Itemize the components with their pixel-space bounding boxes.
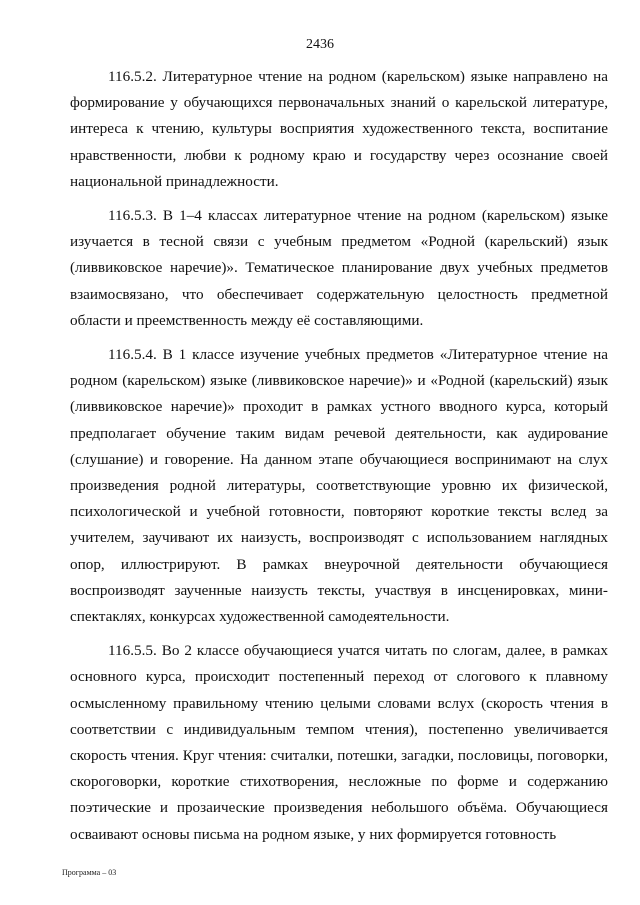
- paragraph-116-5-2: 116.5.2. Литературное чтение на родном (карельском) языке направлено на формирование у обучающихся первоначальных знаний о карельской литературе, интереса к чтению, культуры восприятия художественного текста, воспитание нравственности, любви к родному краю и государству через осознание своей национальной принадлежности.: [70, 68, 608, 190]
- footer-label: Программа – 03: [62, 868, 117, 877]
- document-body: [70, 64, 608, 856]
- paragraph-116-5-3: 116.5.3. В 1–4 классах литературное чтение на родном (карельском) языке изучается в тесной связи с учебным предметом «Родной (карельский) язык (ливвиковское наречие)». Тематическое планирование двух учебных предметов взаимосвязано, что обеспечивает содержательную целостность предметной области и преемственность между её составляющими.: [70, 207, 608, 329]
- paragraph-116-5-5: 116.5.5. Во 2 классе обучающиеся учатся читать по слогам, далее, в рамках основного курса, происходит постепенный переход от слогового к плавному осмысленному правильному чтению целыми словами вслух (скорость чтения в соответствии с индивидуальным темпом чтения), постепенно увеличивается скорость чтения. Круг чтения: считалки, потешки, загадки, пословицы, поговорки, скороговорки, короткие стихотворения, несложные по форме и содержанию поэтические и прозаические произведения небольшого объёма. Обучающиеся осваивают основы письма на родном языке, у них формируется готовность: [70, 642, 608, 843]
- page-number: 2436: [306, 37, 334, 52]
- paragraph-116-5-4: 116.5.4. В 1 классе изучение учебных предметов «Литературное чтение на родном (карельском) языке (ливвиковское наречие)» и «Родной (карельский) язык (ливвиковское наречие)» проходит в рамках устного вводного курса, который предполагает обучение таким видам речевой деятельности, как аудирование (слушание) и говорение. На данном этапе обучающиеся воспринимают на слух произведения родной литературы, соответствующие уровню их физической, психологической и учебной готовности, повторяют короткие тексты вслед за учителем, заучивают их наизусть, воспроизводят с использованием наглядных опор, иллюстрируют. В рамках внеурочной деятельности обучающиеся воспроизводят заученные наизусть тексты, участвуя в инсценировках, мини-спектаклях, конкурсах художественной самодеятельности.: [70, 346, 608, 626]
